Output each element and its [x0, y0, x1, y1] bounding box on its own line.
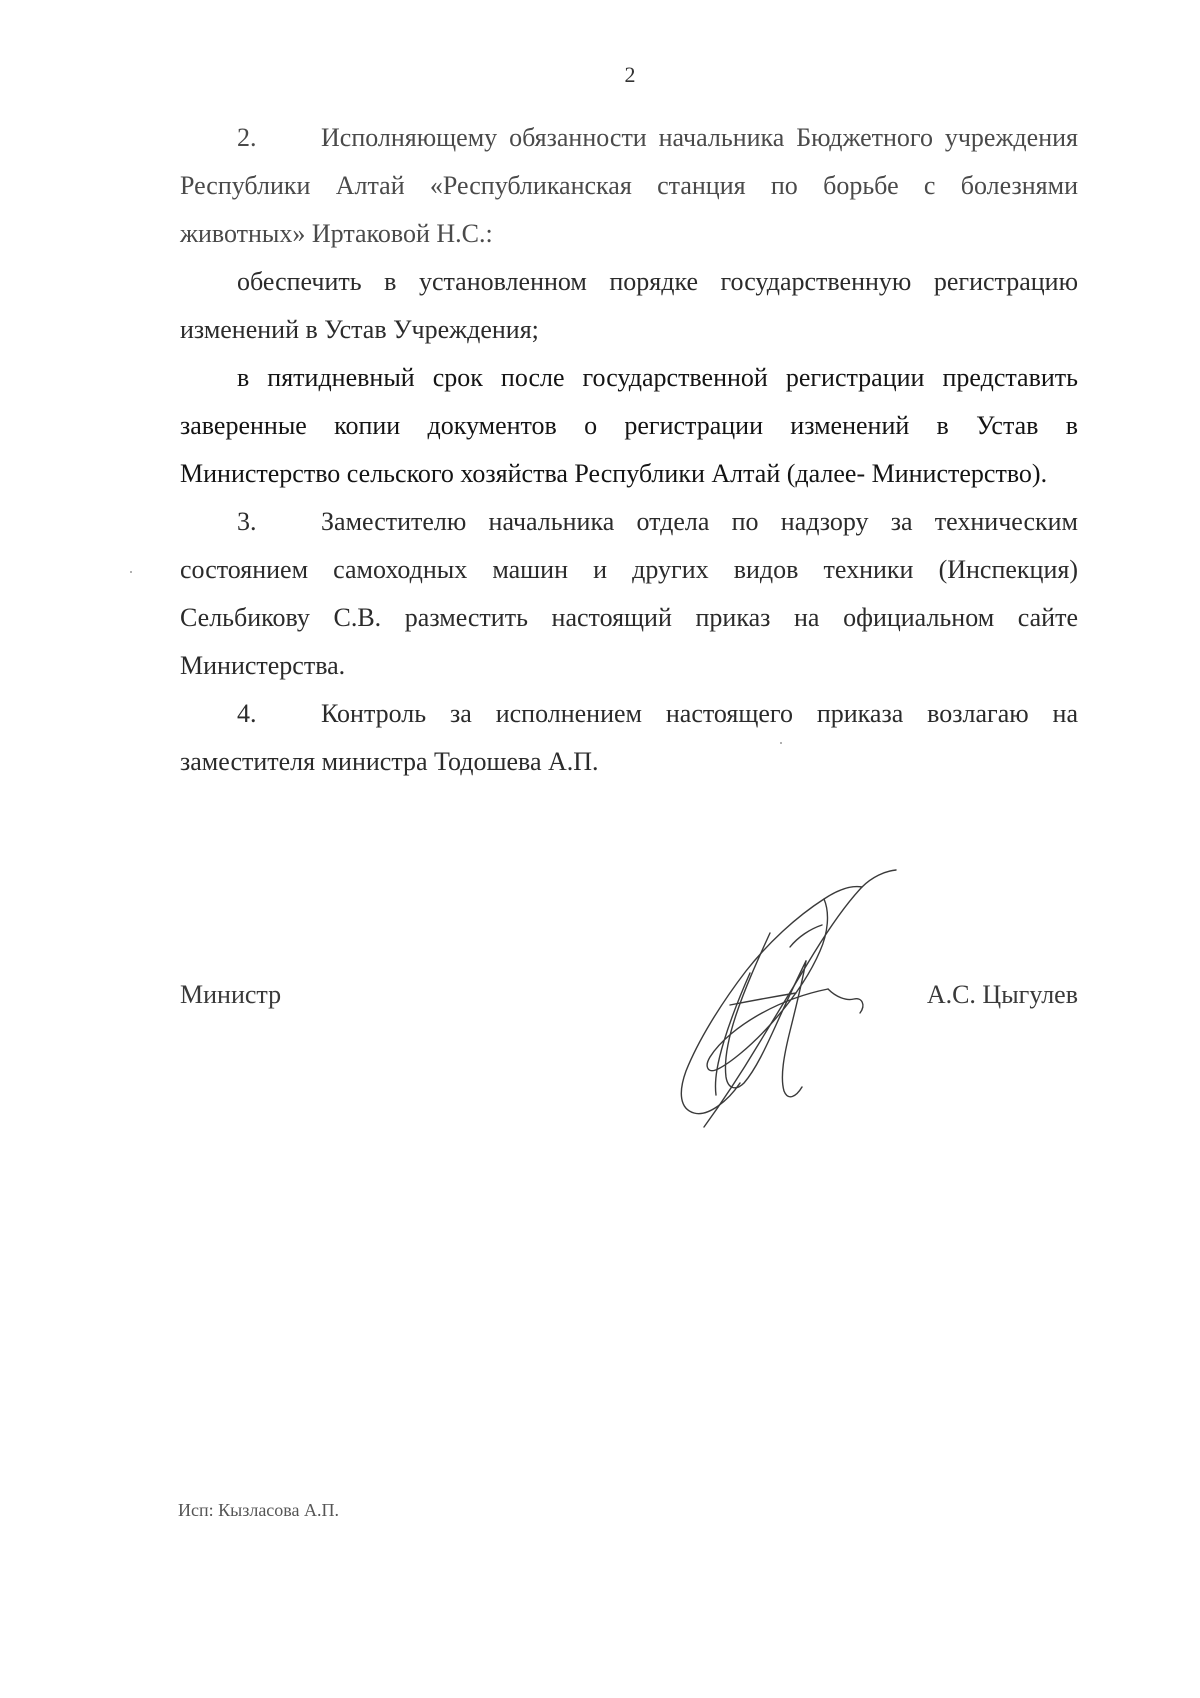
paragraph-text: в пятидневный срок после государственной регистрации представить заверенные копии документов о регистрации изменений в Устав в Министерство сельского хозяйства Республики Алтай (далее- Министерство).: [180, 363, 1078, 488]
item-number: 3.: [237, 507, 257, 536]
executor-note: Исп: Кызласова А.П.: [178, 1500, 340, 1520]
scan-speck: [780, 742, 782, 744]
signatory-name: А.С. Цыгулев: [926, 980, 1078, 1009]
paragraph-submit-copies: [180, 354, 1078, 498]
scan-speck: [130, 571, 132, 573]
item-number: 2.: [237, 123, 257, 152]
paragraph-text: Заместителю начальника отдела по надзору за техническим состоянием самоходных машин и других видов техники (Инспекция) Сельбикову С.В. разместить настоящий приказ на официальном сайте Министерства.: [180, 507, 1078, 680]
paragraph-text: Контроль за исполнением настоящего приказа возлагаю на заместителя министра Тодошева А.П.: [180, 699, 1078, 776]
document-body: [180, 114, 1078, 786]
handwritten-signature: [600, 865, 920, 1135]
item-number: 4.: [237, 699, 257, 728]
signatory-title: Министр: [180, 980, 282, 1009]
paragraph-item-4: [180, 690, 1078, 786]
page-number: 2: [624, 62, 636, 87]
paragraph-text: Исполняющему обязанности начальника Бюджетного учреждения Республики Алтай «Республиканская станция по борьбе с болезнями животных» Иртаковой Н.С.:: [180, 123, 1078, 248]
paragraph-item-3: [180, 498, 1078, 690]
paragraph-item-2: [180, 114, 1078, 258]
paragraph-registration: [180, 258, 1078, 354]
paragraph-text: обеспечить в установленном порядке государственную регистрацию изменений в Устав Учреждения;: [180, 267, 1078, 344]
